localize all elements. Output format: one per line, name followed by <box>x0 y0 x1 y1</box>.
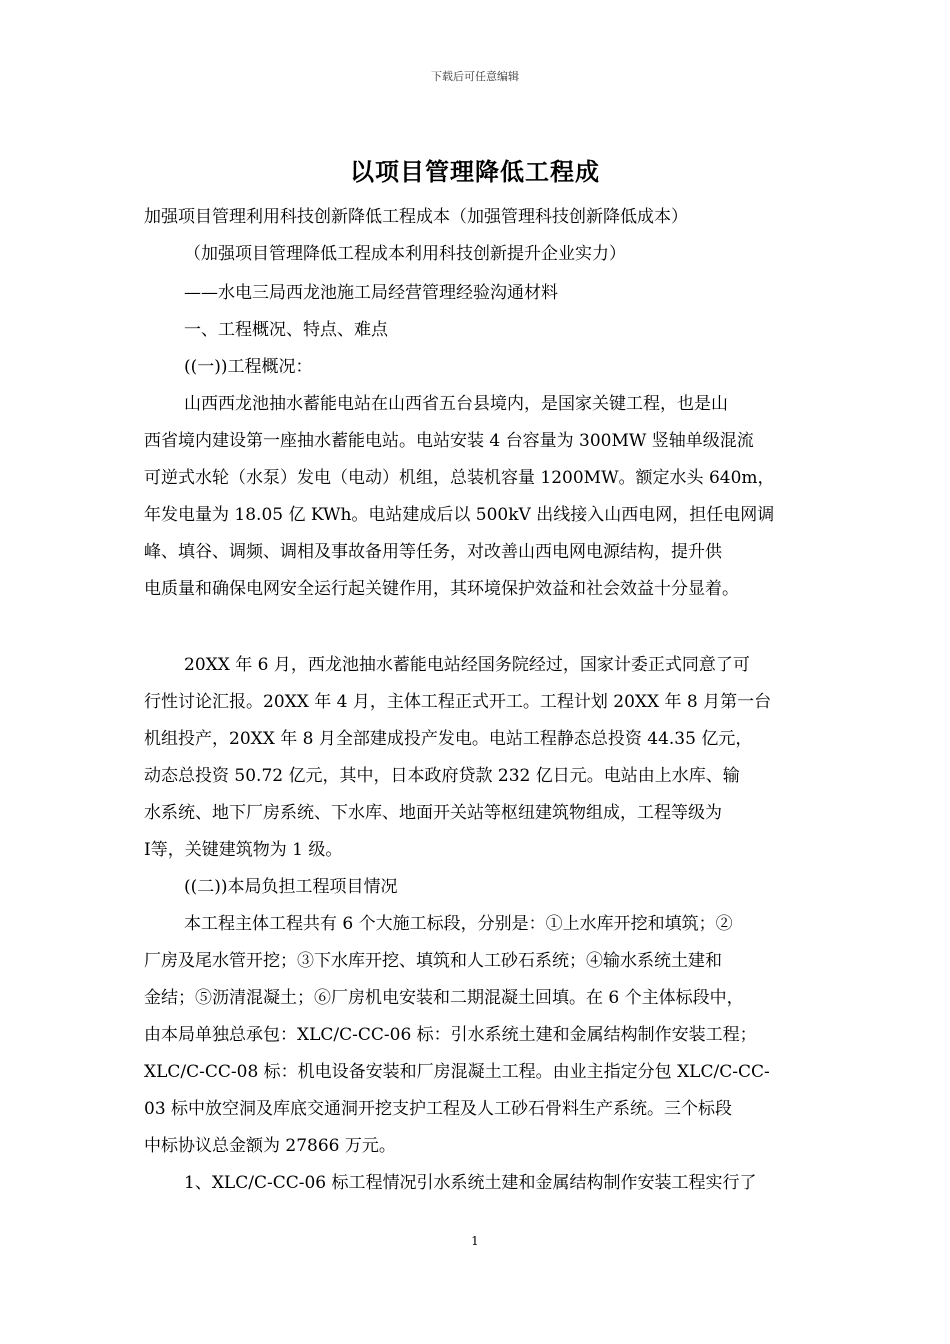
body-line: Ⅰ等，关键建筑物为 1 级。 <box>144 840 343 860</box>
page-header: 下载后可任意编辑 <box>431 70 519 83</box>
body-line: 水系统、地下厂房系统、下水库、地面开关站等枢纽建筑物组成，工程等级为 <box>144 803 722 823</box>
page-number: 1 <box>471 1234 479 1248</box>
body-line: 峰、填谷、调频、调相及事故备用等任务，对改善山西电网电源结构，提升供 <box>144 542 722 562</box>
body-line: 厂房及尾水管开挖；③下水库开挖、填筑和人工砂石系统；④输水系统土建和 <box>144 951 722 971</box>
body-line: 电质量和确保电网安全运行起关键作用，其环境保护效益和社会效益十分显着。 <box>144 579 739 599</box>
subtitle-line-1: 加强项目管理利用科技创新降低工程成本（加强管理科技创新降低成本） <box>144 207 688 227</box>
body-line: 动态总投资 50.72 亿元，其中，日本政府贷款 232 亿日元。电站由上水库、输 <box>144 766 740 786</box>
body-line: 03 标中放空洞及库底交通洞开挖支护工程及人工砂石骨料生产系统。三个标段 <box>144 1099 733 1119</box>
document-title: 以项目管理降低工程成 <box>350 157 600 186</box>
section-heading: 一、工程概况、特点、难点 <box>184 320 388 340</box>
body-line: 中标协议总金额为 27866 万元。 <box>144 1136 396 1156</box>
body-line: XLC/C-CC-08 标：机电设备安装和厂房混凝土工程。由业主指定分包 XLC/C-CC- <box>144 1062 770 1082</box>
body-line: 行性讨论汇报。20XX 年 4 月，主体工程正式开工。工程计划 20XX 年 8 月第一台 <box>144 692 772 712</box>
body-line: 1、XLC/C-CC-06 标工程情况引水系统土建和金属结构制作安装工程实行了 <box>184 1173 757 1193</box>
body-line: 可逆式水轮（水泵）发电（电动）机组，总装机容量 1200MW。额定水头 640m， <box>144 468 775 488</box>
subtitle-line-2: （加强项目管理降低工程成本利用科技创新提升企业实力） <box>184 244 626 264</box>
body-line: 山西西龙池抽水蓄能电站在山西省五台县境内，是国家关键工程，也是山 <box>184 394 728 414</box>
body-line: 年发电量为 18.05 亿 KWh。电站建成后以 500kV 出线接入山西电网，担任电网调 <box>144 505 775 525</box>
body-line: 由本局单独总承包：XLC/C-CC-06 标：引水系统土建和金属结构制作安装工程； <box>144 1025 757 1045</box>
body-line: 20XX 年 6 月，西龙池抽水蓄能电站经国务院经过，国家计委正式同意了可 <box>184 655 750 675</box>
body-line: 西省境内建设第一座抽水蓄能电站。电站安装 4 台容量为 300MW 竖轴单级混流 <box>144 431 754 451</box>
subsection-heading: ((一))工程概况： <box>184 357 313 377</box>
subtitle-line-3: ——水电三局西龙池施工局经营管理经验沟通材料 <box>184 283 558 303</box>
subsection-heading: ((二))本局负担工程项目情况 <box>184 877 398 897</box>
body-line: 机组投产，20XX 年 8 月全部建成投产发电。电站工程静态总投资 44.35 亿元， <box>144 729 753 749</box>
body-line: 本工程主体工程共有 6 个大施工标段，分别是：①上水库开挖和填筑；② <box>184 914 733 934</box>
body-line: 金结；⑤沥清混凝土；⑥厂房机电安装和二期混凝土回填。在 6 个主体标段中， <box>144 988 744 1008</box>
